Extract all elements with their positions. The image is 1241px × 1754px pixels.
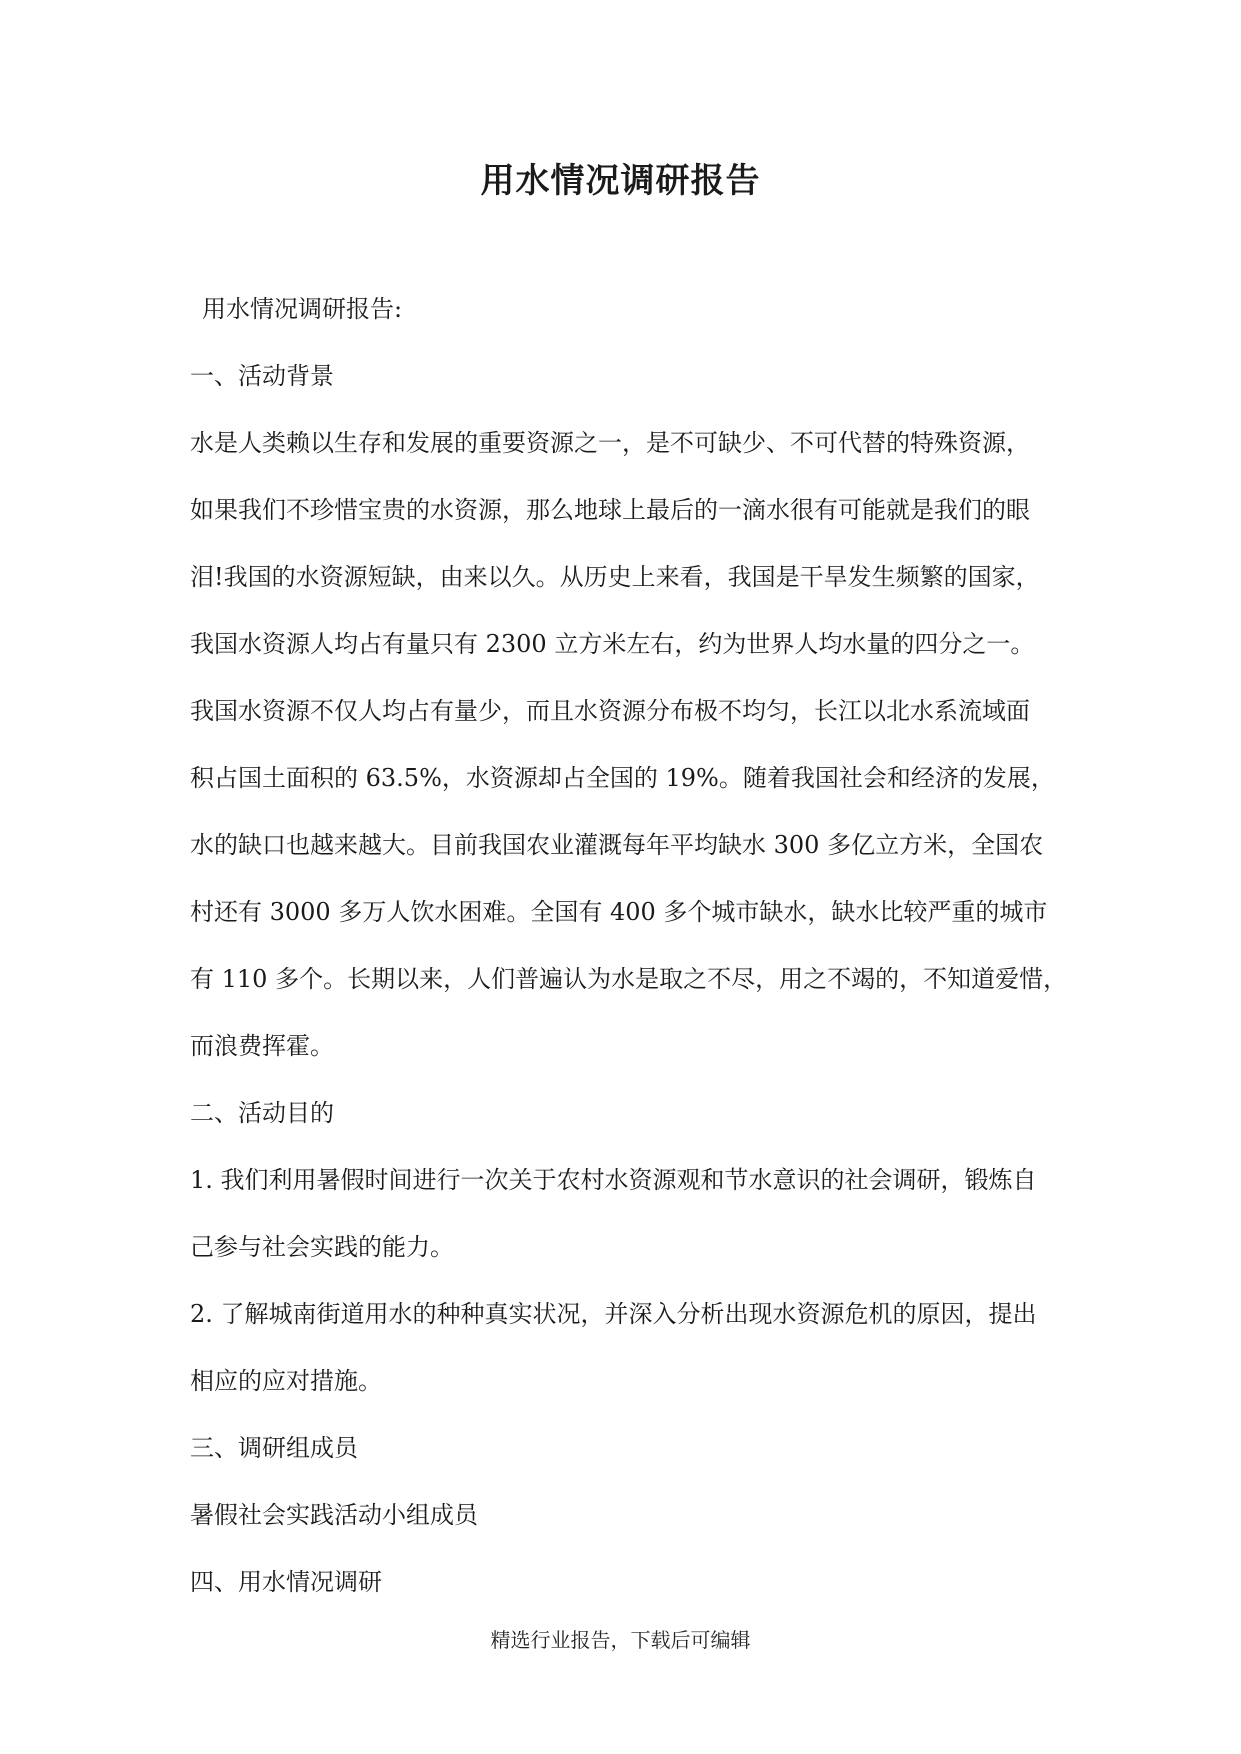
section-heading-purpose: 二、活动目的	[190, 1099, 334, 1127]
body-line: 2. 了解城南街道用水的种种真实状况，并深入分析出现水资源危机的原因，提出	[190, 1300, 1037, 1328]
body-line: 泪!我国的水资源短缺，由来以久。从历史上来看，我国是干旱发生频繁的国家，	[190, 563, 1040, 591]
body-line: 我国水资源人均占有量只有 2300 立方米左右，约为世界人均水量的四分之一。	[190, 630, 1035, 658]
intro-line: 用水情况调研报告:	[202, 295, 403, 323]
document-body	[190, 292, 1068, 1632]
body-line: 1. 我们利用暑假时间进行一次关于农村水资源观和节水意识的社会调研，锻炼自	[190, 1166, 1037, 1194]
body-line: 村还有 3000 多万人饮水困难。全国有 400 多个城市缺水，缺水比较严重的城市	[190, 898, 1048, 926]
body-line: 暑假社会实践活动小组成员	[190, 1501, 478, 1529]
section-heading-members: 三、调研组成员	[190, 1434, 358, 1462]
page-footer: 精选行业报告，下载后可编辑	[490, 1628, 751, 1652]
body-line: 水的缺口也越来越大。目前我国农业灌溉每年平均缺水 300 多亿立方米，全国农	[190, 831, 1044, 859]
body-line: 积占国土面积的 63.5%，水资源却占全国的 19%。随着我国社会和经济的发展，	[190, 764, 1055, 792]
body-line: 如果我们不珍惜宝贵的水资源，那么地球上最后的一滴水很有可能就是我们的眼	[190, 496, 1030, 524]
body-line: 我国水资源不仅人均占有量少，而且水资源分布极不均匀，长江以北水系流域面	[190, 697, 1030, 725]
section-heading-background: 一、活动背景	[190, 362, 334, 390]
body-line: 水是人类赖以生存和发展的重要资源之一，是不可缺少、不可代替的特殊资源，	[190, 429, 1030, 457]
body-line: 而浪费挥霍。	[190, 1032, 334, 1060]
section-heading-survey: 四、用水情况调研	[190, 1568, 382, 1596]
body-line: 相应的应对措施。	[190, 1367, 382, 1395]
body-line: 己参与社会实践的能力。	[190, 1233, 454, 1261]
document-title: 用水情况调研报告	[480, 161, 761, 201]
body-line: 有 110 多个。长期以来，人们普遍认为水是取之不尽，用之不竭的，不知道爱惜，	[190, 965, 1068, 993]
